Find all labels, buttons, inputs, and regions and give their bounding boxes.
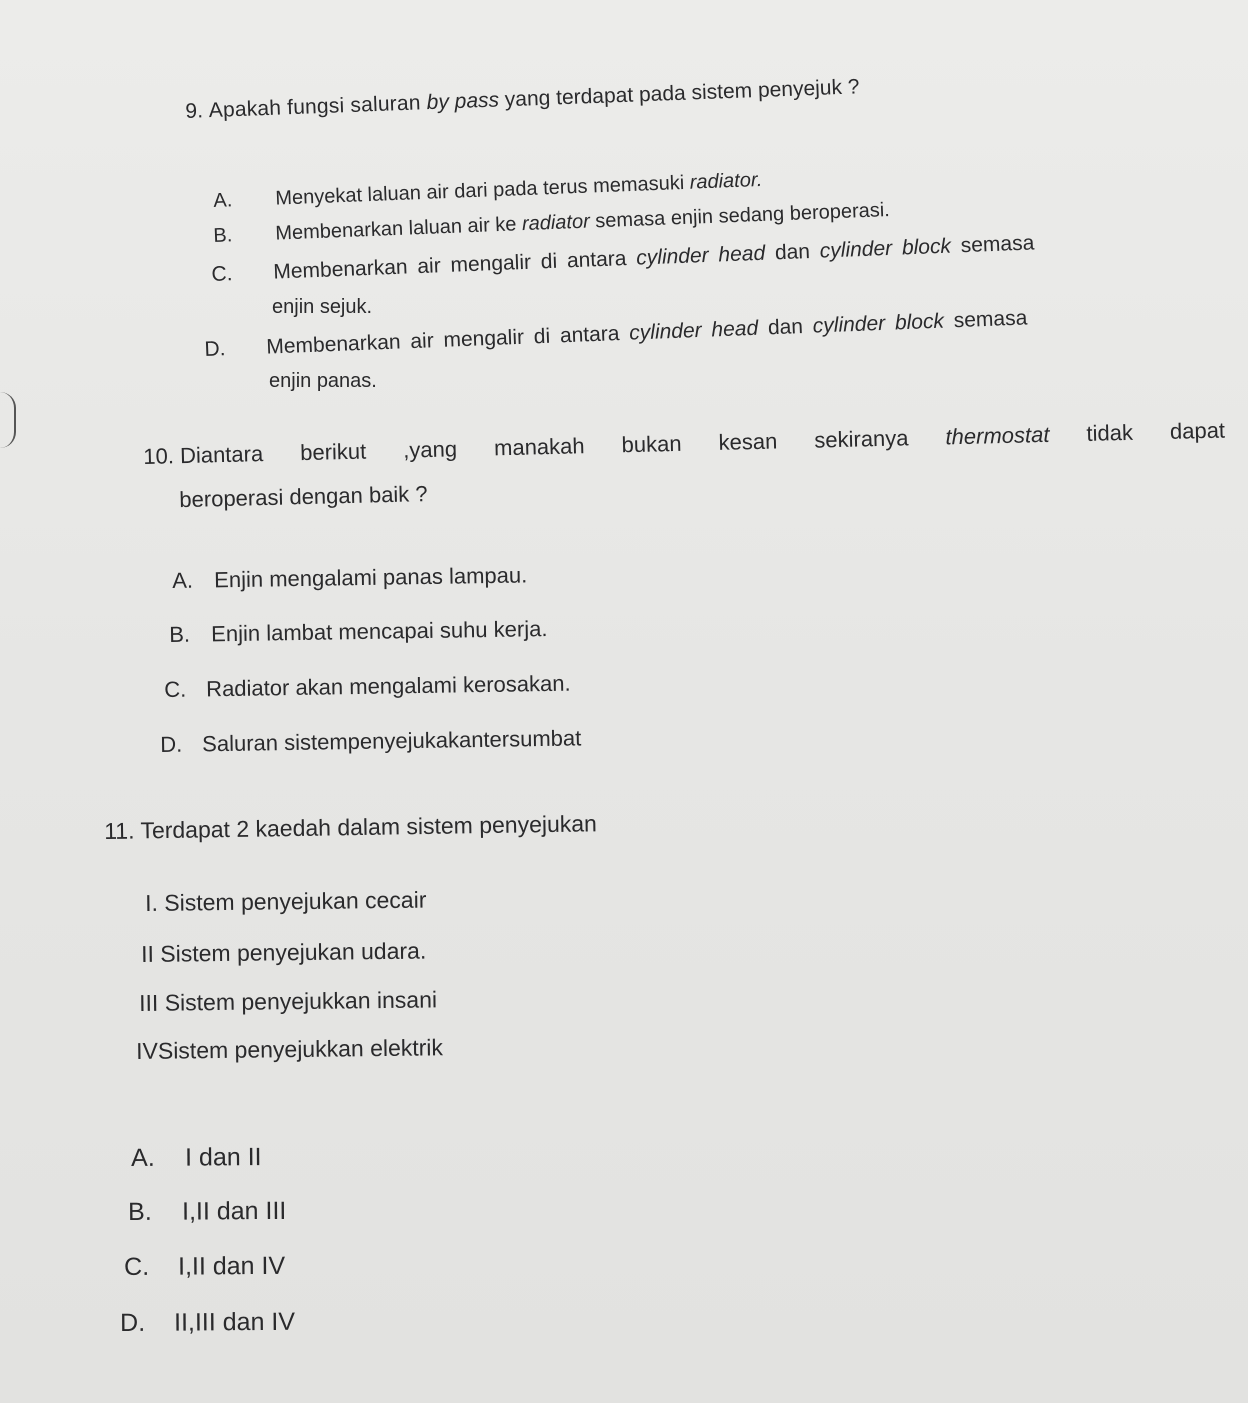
option-text-italic: cylinder head (635, 241, 766, 270)
option-text: I,II dan IV (177, 1251, 286, 1281)
question-11-stem: 11. Terdapat 2 kaedah dalam sistem penyejukan (104, 810, 598, 844)
question-10-option-d (160, 725, 581, 758)
option-text: Membenarkan air mengalir di antara (272, 246, 637, 284)
option-text: Enjin mengalami panas lampau. (213, 562, 528, 593)
stem-word: manakah (493, 433, 585, 461)
option-text: dan (757, 314, 814, 340)
margin-bracket-mark (0, 392, 16, 448)
option-text: Radiator akan mengalami kerosakan. (205, 670, 571, 702)
stem-word: bukan (621, 430, 682, 458)
option-letter: B. (169, 621, 191, 647)
question-9-text-end: yang terdapat pada sistem penyejuk ? (498, 75, 860, 112)
question-10-number-and-word (143, 441, 263, 470)
question-10-option-b (169, 616, 548, 648)
option-letter: A. (131, 1143, 155, 1172)
option-text-italic: radiator (521, 210, 591, 236)
question-9-option-d-continuation: enjin panas. (269, 370, 377, 392)
stem-word: Diantara (179, 441, 264, 469)
stem-word: dapat (1169, 417, 1226, 444)
question-10-option-a (172, 562, 527, 594)
stem-word-italic: thermostat (945, 421, 1050, 450)
option-letter: A. (213, 189, 233, 212)
option-letter: C. (211, 262, 233, 286)
question-9-text-italic: by pass (426, 88, 500, 115)
option-text: I dan II (184, 1143, 262, 1172)
question-10-line-2: beroperasi dengan baik ? (179, 481, 428, 513)
question-9-number: 9. (185, 99, 204, 123)
question-11-option-b (128, 1197, 286, 1227)
question-11-option-c (124, 1252, 285, 1282)
question-10-option-c (164, 671, 571, 703)
question-11-option-d (120, 1308, 295, 1338)
question-11-item-1: I. Sistem penyejukan cecair (145, 886, 427, 916)
option-text: semasa enjin sedang beroperasi. (589, 199, 891, 233)
option-text: II,III dan IV (173, 1307, 296, 1337)
stem-word: sekiranya (814, 425, 909, 453)
question-11-item-4: IVSistem penyejukkan elektrik (136, 1034, 444, 1064)
option-text-italic: cylinder block (819, 234, 952, 263)
option-letter: D. (160, 731, 183, 757)
stem-word: tidak (1086, 419, 1134, 446)
option-text-italic: radiator. (689, 168, 763, 194)
option-letter: C. (124, 1252, 150, 1281)
stem-word: berikut (299, 438, 367, 466)
option-text: dan (764, 239, 821, 265)
question-9-option-c-continuation: enjin sejuk. (272, 296, 373, 318)
question-9-text-start: Apakah fungsi saluran (208, 91, 428, 123)
option-text-italic: cylinder head (628, 316, 759, 345)
stem-word: kesan (718, 428, 778, 455)
question-10-stem (143, 417, 1226, 513)
option-text: Saluran sistempenyejukakantersumbat (201, 725, 582, 757)
question-9-stem (185, 75, 860, 124)
question-10-number: 10. (143, 443, 175, 469)
option-text: Enjin lambat mencapai suhu kerja. (210, 616, 548, 647)
option-letter: C. (164, 676, 187, 702)
question-11-item-3: III Sistem penyejukkan insani (139, 986, 438, 1016)
option-text: Membenarkan laluan air ke (274, 213, 523, 245)
option-letter: B. (213, 224, 233, 247)
option-text: Menyekat laluan air dari pada terus memasuki (274, 171, 691, 210)
option-letter: B. (128, 1197, 152, 1226)
option-text: Membenarkan air mengalir di antara (265, 321, 630, 359)
stem-word: ,yang (402, 436, 458, 463)
option-text: semasa (950, 231, 1035, 258)
question-11-option-a (131, 1143, 262, 1173)
option-text: I,II dan III (181, 1196, 287, 1226)
option-letter: D. (204, 337, 226, 361)
option-letter: A. (172, 567, 194, 593)
option-text: semasa (943, 306, 1028, 333)
option-text-italic: cylinder block (812, 309, 945, 338)
question-10-line-1 (143, 418, 1225, 470)
option-letter: D. (120, 1308, 146, 1337)
question-11-item-2: II Sistem penyejukan udara. (141, 937, 427, 967)
